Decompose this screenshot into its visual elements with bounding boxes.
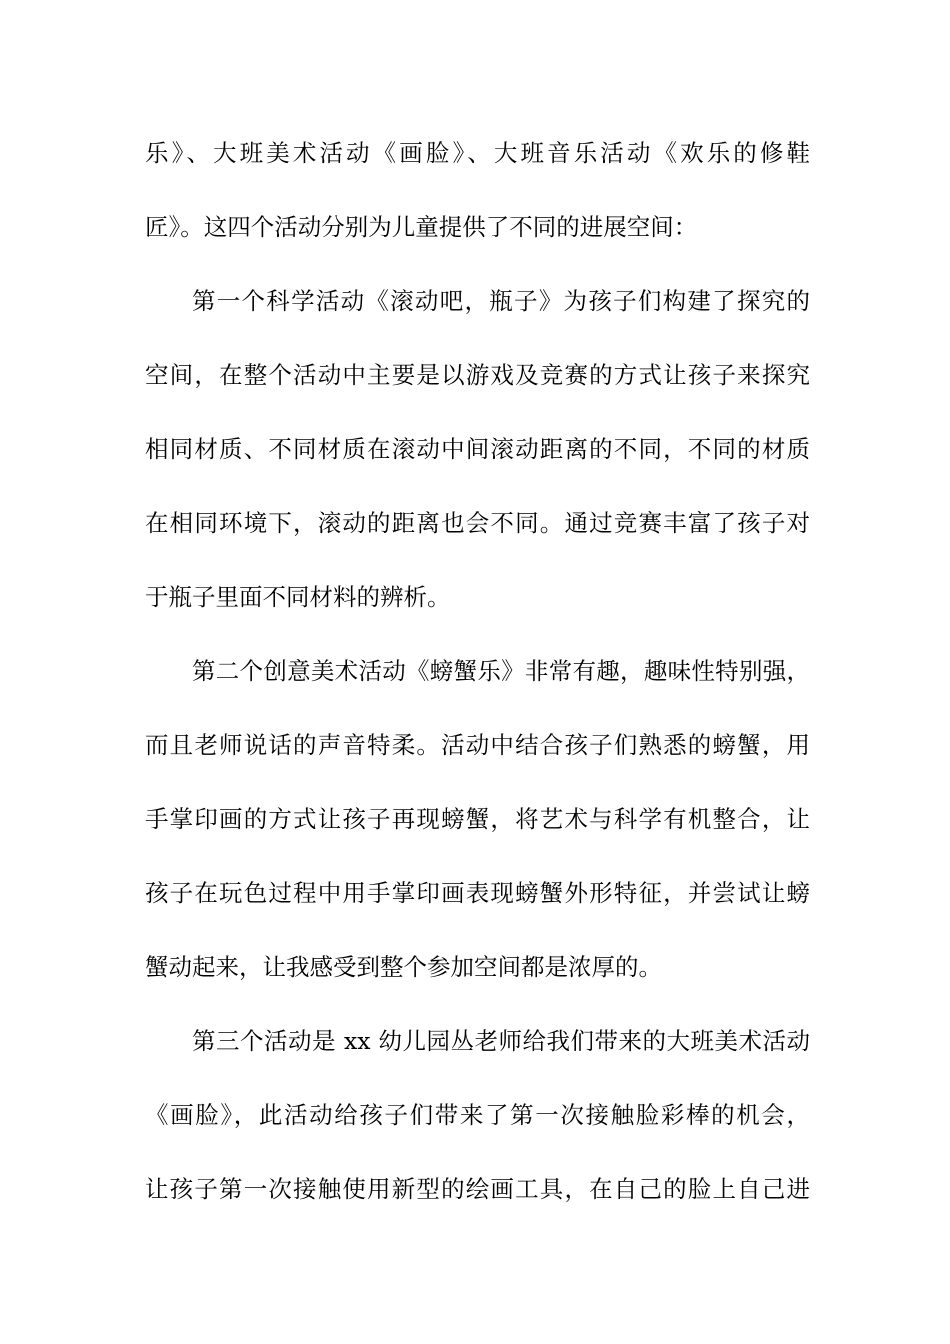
text-line: 手掌印画的方式让孩子再现螃蟹，将艺术与科学有机整合，让	[145, 805, 810, 833]
paragraph-first-line: 第二个创意美术活动《螃蟹乐》非常有趣，趣味性特别强，	[192, 657, 810, 685]
text-line: 孩子在玩色过程中用手掌印画表现螃蟹外形特征，并尝试让螃	[145, 879, 810, 907]
text-line: 相同材质、不同材质在滚动中间滚动距离的不同，不同的材质	[145, 435, 810, 463]
text-line: 蟹动起来，让我感受到整个参加空间都是浓厚的。	[145, 953, 662, 981]
paragraph-first-line: 第三个活动是 xx 幼儿园丛老师给我们带来的大班美术活动	[192, 1027, 810, 1055]
text-line: 于瓶子里面不同材料的辨析。	[145, 583, 451, 611]
paragraph-first-line: 第一个科学活动《滚动吧，瓶子》为孩子们构建了探究的	[192, 287, 810, 315]
text-line: 空间，在整个活动中主要是以游戏及竞赛的方式让孩子来探究	[145, 361, 810, 389]
text-line: 让孩子第一次接触使用新型的绘画工具，在自己的脸上自己进	[145, 1175, 810, 1203]
text-line: 乐》、大班美术活动《画脸》、大班音乐活动《欢乐的修鞋	[145, 139, 810, 167]
text-line: 匠》。这四个活动分别为儿童提供了不同的进展空间：	[145, 213, 698, 241]
text-line: 在相同环境下，滚动的距离也会不同。通过竞赛丰富了孩子对	[145, 509, 810, 537]
text-line: 而且老师说话的声音特柔。活动中结合孩子们熟悉的螃蟹，用	[145, 731, 810, 759]
body-text	[145, 127, 810, 1237]
text-line: 《画脸》，此活动给孩子们带来了第一次接触脸彩棒的机会，	[145, 1101, 810, 1129]
